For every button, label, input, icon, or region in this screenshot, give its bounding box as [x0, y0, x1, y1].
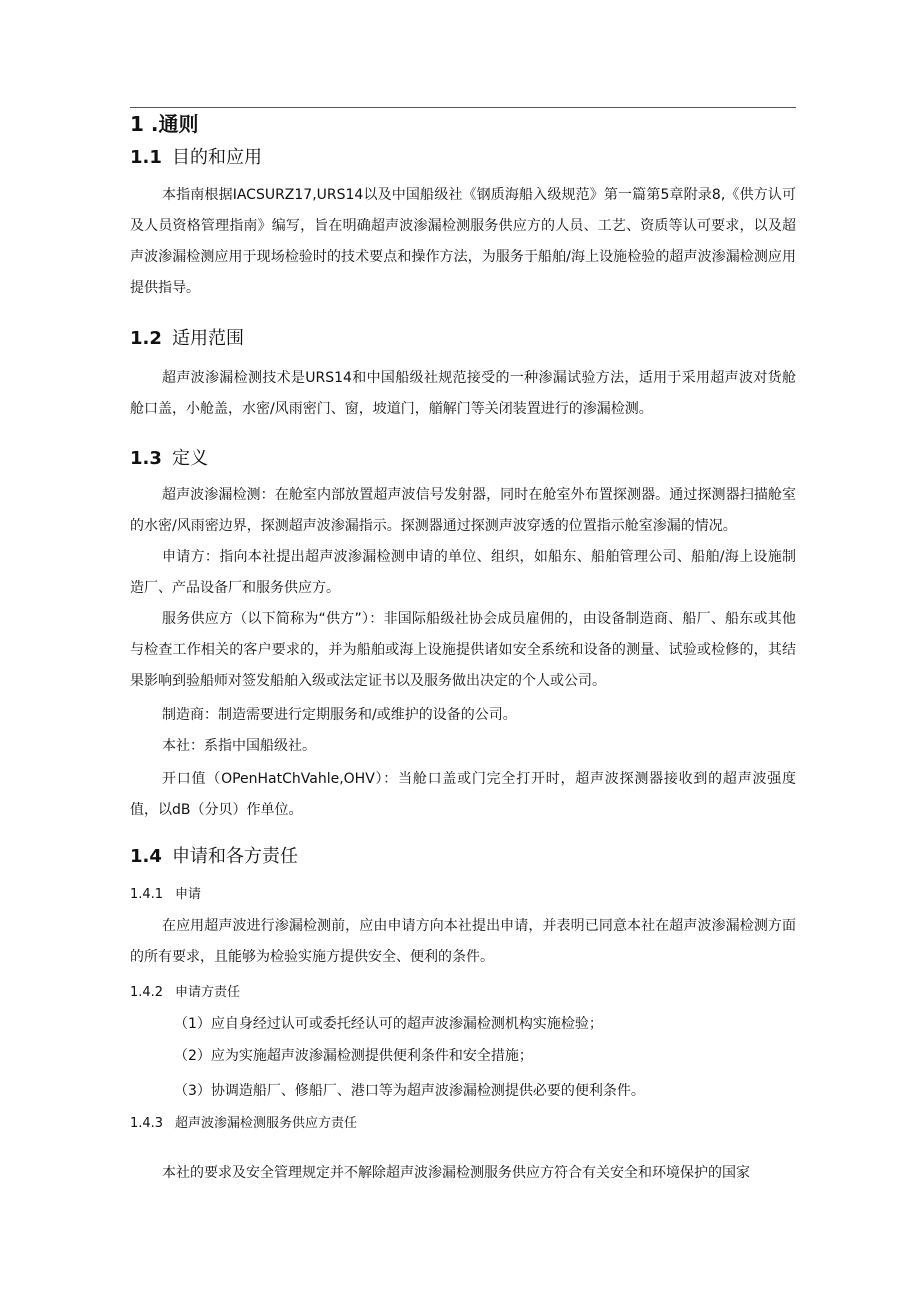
definition-society: 本社：系指中国船级社。 — [162, 738, 316, 754]
section-title: 定义 — [172, 448, 208, 469]
section-heading-1-2 — [130, 326, 796, 352]
section-heading-1-1 — [130, 145, 796, 171]
subsection-heading-1-4-1 — [130, 885, 796, 905]
subsection-number: 1.4.1 — [130, 887, 164, 902]
paragraph-purpose: 本指南根据IACSURZ17,URS14以及中国船级社《钢质海船入级规范》第一篇第5章附录8,《供方认可及人员资格管理指南》编写，旨在明确超声波渗漏检测服务供应方的人员、工艺、资质等认可要求，以及超声波渗漏检测应用于现场检验时的技术要点和操作方法，为服务于船舶/海上设施检验的超声波渗漏检测应用提供指导。 — [130, 187, 796, 296]
paragraph-supplier-responsibility: 本社的要求及安全管理规定并不解除超声波渗漏检测服务供应方符合有关安全和环境保护的国家 — [162, 1165, 750, 1181]
definition-ultrasonic-test: 超声波渗漏检测：在舱室内部放置超声波信号发射器，同时在舱室外布置探测器。通过探测器扫描舱室的水密/风雨密边界，探测超声波渗漏指示。探测器通过探测声波穿透的位置指示舱室渗漏的情况。 — [130, 487, 796, 534]
list-item: （2）应为实施超声波渗漏检测提供便利条件和安全措施； — [174, 1048, 533, 1064]
chapter-title: 1 .通则 — [130, 112, 199, 136]
section-number: 1.2 — [130, 328, 162, 349]
section-title: 申请和各方责任 — [172, 846, 298, 867]
subsection-title: 申请方责任 — [175, 985, 241, 1000]
definition-ohv: 开口值（OPenHatChVahle,OHV）：当舱口盖或门完全打开时，超声波探测器接收到的超声波强度值，以dB（分贝）作单位。 — [130, 771, 796, 818]
list-item: （3）协调造船厂、修船厂、港口等为超声波渗漏检测提供必要的便利条件。 — [174, 1083, 645, 1099]
section-heading-1-4 — [130, 844, 796, 870]
section-title: 适用范围 — [172, 328, 244, 349]
definition-manufacturer: 制造商：制造需要进行定期服务和/或维护的设备的公司。 — [162, 707, 517, 723]
paragraph-application: 在应用超声波进行渗漏检测前，应由申请方向本社提出申请，并表明已同意本社在超声波渗漏检测方面的所有要求，且能够为检验实施方提供安全、便利的条件。 — [130, 918, 796, 965]
section-heading-1-3 — [130, 446, 796, 472]
paragraph-scope: 超声波渗漏检测技术是URS14和中国船级社规范接受的一种渗漏试验方法，适用于采用超声波对货舱舱口盖，小舱盖，水密/风雨密门、窗，坡道门，艏解门等关闭装置进行的渗漏检测。 — [130, 370, 796, 417]
subsection-heading-1-4-3 — [130, 1114, 796, 1134]
section-number: 1.4 — [130, 846, 162, 867]
subsection-number: 1.4.2 — [130, 985, 164, 1000]
subsection-number: 1.4.3 — [130, 1116, 164, 1131]
header-rule — [130, 107, 796, 108]
subsection-heading-1-4-2 — [130, 983, 796, 1003]
definition-service-supplier: 服务供应方（以下简称为“供方”）：非国际船级社协会成员雇佣的，由设备制造商、船厂、船东或其他与检查工作相关的客户要求的，并为船舶或海上设施提供诸如安全系统和设备的测量、试验或检修的，其结果影响到验船师对签发船舶入级或法定证书以及服务做出决定的个人或公司。 — [130, 611, 796, 689]
section-number: 1.3 — [130, 448, 162, 469]
subsection-title: 超声波渗漏检测服务供应方责任 — [175, 1116, 358, 1131]
section-number: 1.1 — [130, 147, 162, 168]
subsection-title: 申请 — [175, 887, 202, 902]
definition-applicant: 申请方：指向本社提出超声波渗漏检测申请的单位、组织，如船东、船舶管理公司、船舶/海上设施制造厂、产品设备厂和服务供应方。 — [130, 549, 796, 596]
list-item: （1）应自身经过认可或委托经认可的超声波渗漏检测机构实施检验； — [174, 1016, 603, 1032]
section-title: 目的和应用 — [172, 147, 262, 168]
